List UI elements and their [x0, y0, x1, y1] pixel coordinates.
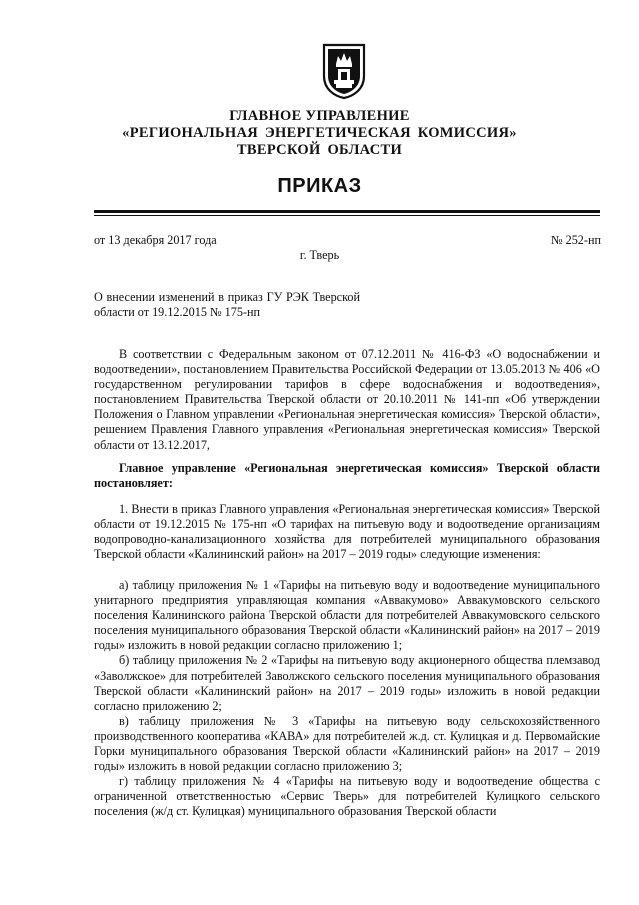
point-1-paragraph: 1. Внести в приказ Главного управления «Региональная энергетическая комиссия» Тверской области от 19.12.2015 № 175-нп «О тарифах на питьевую воду и водоотведение организациям водопроводно-канализационного хозяйства для потребителей муниципального образования Тверской области «Калининский район» на 2017 – 2019 годы» следующие изменения: [94, 502, 600, 562]
header-divider-thin [94, 215, 600, 216]
amendment-item-c: в) таблицу приложения № 3 «Тарифы на питьевую воду сельскохозяйственного производственного кооператива «КАВА» для потребителей ж.д. ст. Кулицкая и д. Первомайские Горки муниципального образования Тверской области «Калининский район» на 2017 – 2019 годы» изложить в новой редакции согласно приложению 3; [94, 713, 600, 774]
document-date: от 13 декабря 2017 года [94, 233, 217, 247]
document-title: ПРИКАЗ [277, 175, 362, 197]
preamble-paragraph: В соответствии с Федеральным законом от 07.12.2011 № 416-ФЗ «О водоснабжении и водоотведении», постановлением Правительства Российской Федерации от 13.05.2013 № 406 «О государственном регулировании тарифов в сфере водоснабжения и водоотведения», постановлением Правительства Тверской области от 20.10.2011 № 141-пп «Об утверждении Положения о Главном управлении «Региональная энергетическая комиссия» Тверской области», решением Правления Главного управления «Региональная энергетическая комиссия» Тверской области от 13.12.2017, [94, 347, 600, 452]
org-name-line2: «РЕГИОНАЛЬНАЯ ЭНЕРГЕТИЧЕСКАЯ КОМИССИЯ» [122, 125, 517, 141]
document-number: № 252-нп [550, 233, 601, 247]
document-city: г. Тверь [299, 248, 340, 262]
org-name-line3: ТВЕРСКОЙ ОБЛАСТИ [236, 142, 403, 158]
document-subject: О внесении изменений в приказ ГУ РЭК Тверской области от 19.12.2015 № 175-нп [94, 290, 360, 319]
amendment-item-d: г) таблицу приложения № 4 «Тарифы на питьевую воду и водоотведение общества с ограниченной ответственностью «Сервис Тверь» для потребителей Кулицкого сельского поселения (ж/д ст. Кулицкая) муниципального образования Тверской области [94, 774, 600, 819]
amendment-item-a: а) таблицу приложения № 1 «Тарифы на питьевую воду и водоотведение муниципального унитарного предприятия управляющая компания «Аввакумово» Аввакумовского сельского поселения Калининского района Тверской области для потребителей Аввакумовского сельского поселения муниципального образования Тверской области «Калининский район» на 2017 – 2019 годы» изложить в новой редакции согласно приложению 1; [94, 578, 600, 653]
amendment-item-b: б) таблицу приложения № 2 «Тарифы на питьевую воду акционерного общества племзавод «Заволжское» для потребителей Заволжского сельского поселения муниципального образования Тверской области «Калининский район» на 2017 – 2019 годы» изложить в новой редакции согласно приложению 2; [94, 653, 600, 713]
decree-paragraph: Главное управление «Региональная энергетическая комиссия» Тверской области постановляет: [94, 461, 600, 491]
header-divider-thick [94, 210, 600, 213]
amendment-items [94, 578, 600, 820]
org-name-line1: ГЛАВНОЕ УПРАВЛЕНИЕ [229, 108, 410, 124]
coat-of-arms-icon [321, 42, 367, 100]
